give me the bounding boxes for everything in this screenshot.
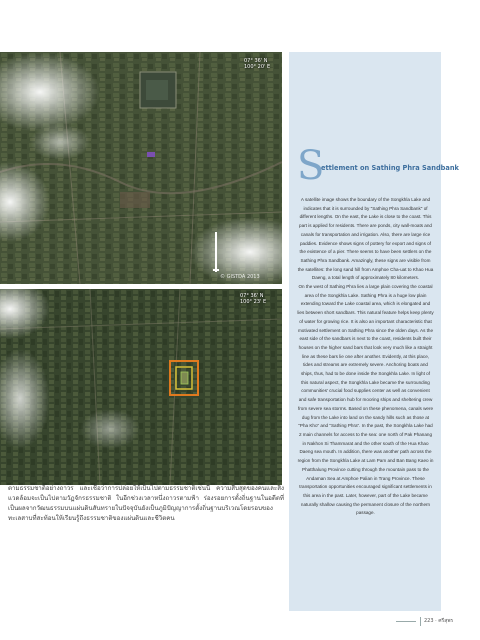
- section-name: ศรีสุพร: [438, 618, 454, 624]
- coordinate-lon: 100° 20' E: [244, 64, 271, 70]
- title-text: ettlement on Sathing Phra Sandbank: [321, 164, 459, 172]
- page-number-value: 223: [424, 618, 434, 624]
- page-number: 223 · ศรีสุพร: [424, 618, 454, 624]
- coordinate-lat: 07° 36' N: [240, 293, 264, 299]
- coordinate-lon: 100° 23' E: [240, 299, 267, 305]
- coordinates-top: [244, 58, 270, 70]
- article-paragraph: On the west of Sathing Phra lies a large plain covering the coastal area of the Songkhla Lake. Sathing Phra is a huge low plain extending toward the Lake coastal area, which is elongated and lies between short sandbars. This natural feature helps keep plenty of water for growing rice. It is also an important characteristic that motivated settlement on Sathing Phra since the olden days. As the east side of the sandbars is next to the coast, residents built their houses on the higher sand bars that look very much like a straight line as these bars lie one after another. Evidently, at this place, tides and streams are extremely severe. Anchoring boats and ships, thus, had to be done inside the Songkhla Lake. In light of this natural aspect, the Songkhla Lake became the surrounding communities' crucial food supplies center as well as convenient and safe transportation hub for mooring ships and sheltering crew from severe sea storms. Based on these phenomena, canals were dug from the Lake into land on the sandy hills such as those at "Pha Kho" and "Sathing Phra". In the past, the Songkhla Lake had 2 main channels for access to the sea: one north of Pak Phanang in Nakhon Si Thammarat and the other south of the Hua Khao Daeng sea mouth. In addition, there was another path across the region from the Songkhla Lake at Lam Pam and Ban Bang Kaeo in Phatthalung Province cutting through the mountain pass to the Andaman Sea at Amphoe Palian in Trang Province. These transportation opportunities encouraged significant settlements in this area in the past. Later, however, part of the Lake became naturally shallow causing the permanent closure of the northern passage.: [297, 284, 434, 516]
- satellite-photo-top: [0, 52, 282, 284]
- image-copyright: © GISTDA 2013: [220, 274, 260, 280]
- satellite-photo-bottom: [0, 289, 282, 485]
- footer-rule: [396, 621, 416, 622]
- satellite-image-top: [0, 52, 282, 284]
- thai-caption: ตามธรรมชาติอย่างถาวร และเชื่อว่าการปล่อยให้เป็นไปตามธรรมชาติเช่นนี้ ความสืบสุดของคนและสิ่งแวดล้อมจะเป็นไปตามวัฏจักรธรรมชาติ ในอีกช่วงเวลาหนึ่งถาวรตามฟ้า ร่องรอยการตั้งถิ่นฐานในอดีตที่เป็นผลจากวัฒนธรรมบนแผ่นดินสันทรายในปัจจุบันยังเป็นภูมิปัญญาการตั้งถิ่นฐานบริเวณโดยรอบของทะเลสาบที่สะท้อนให้เรียนรู้ถึงธรรมชาติของแผ่นดินและชีวิตคน: [8, 485, 284, 522]
- article-paragraph: A satellite image shows the boundary of the Songkhla Lake and indicates that it is surrounded by "Sathing Phra Sandbank" of different lengths. On the east, the Lake is close to the coast. This part is applied for residents. There are ponds, city wall-moats and canals for transportation and irrigation. Also, there are large rice paddies. Evidence shows signs of pottery for export and signs of the existence of a pier. There seems to have been settlers on the Sathing Phra Sandbank. Amazingly, these signs are visible from the satellites: the long sand hill from Amphoe Cha-uat to Khao Hua Daeng, a total length of approximately 80 kilometers.: [297, 197, 434, 281]
- coordinates-bottom: [240, 293, 266, 305]
- article-body: [297, 196, 434, 518]
- article-title: [297, 143, 459, 190]
- coordinate-lat: 07° 36' N: [244, 58, 268, 64]
- title-dropcap: S: [297, 143, 325, 189]
- footer-separator: [420, 617, 421, 626]
- page-footer: [0, 617, 480, 627]
- satellite-image-bottom: [0, 289, 282, 485]
